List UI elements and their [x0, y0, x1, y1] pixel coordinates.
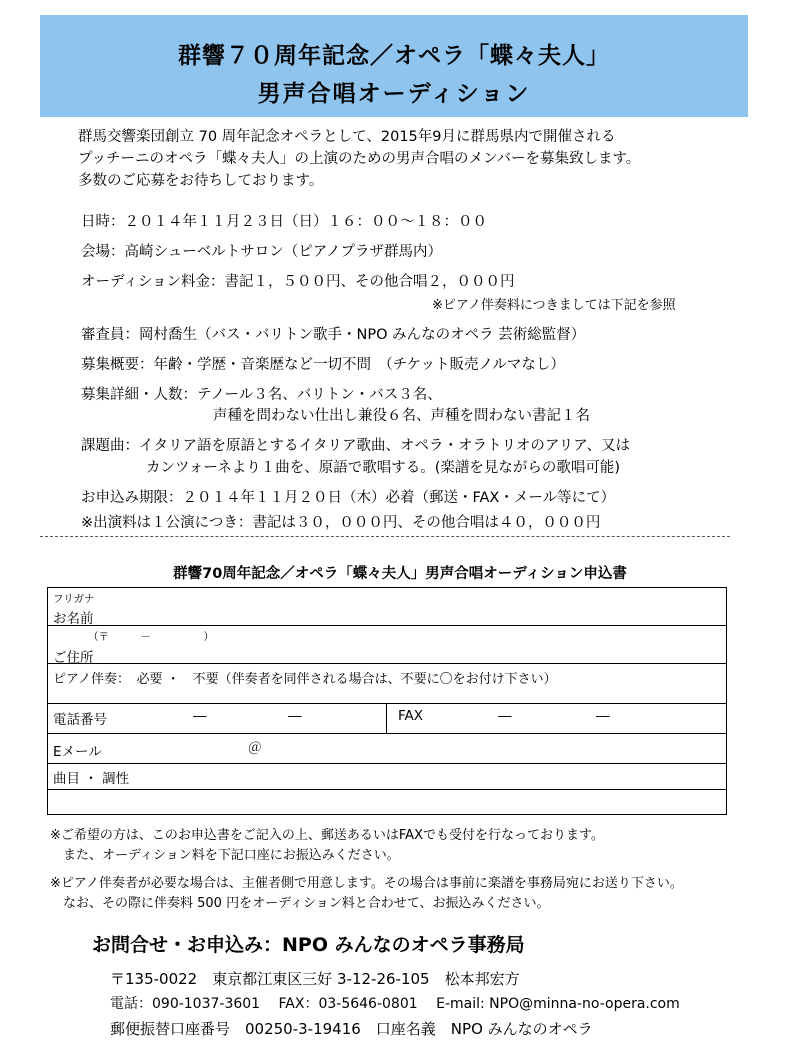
address-label: ご住所: [53, 650, 94, 666]
application-form: [47, 587, 727, 815]
song-key-label: 曲目 ・ 調性: [53, 771, 130, 787]
phone-dash: ―: [288, 708, 302, 724]
name-row: [48, 588, 726, 626]
piece-line-1: 課題曲：イタリア語を原語とするイタリア歌曲、オペラ・オラトリオのアリア、又は: [81, 438, 631, 454]
contact-title: お問合せ・お申込み：NPO みんなのオペラ事務局: [92, 934, 525, 956]
furigana-label: フリガナ: [53, 593, 95, 605]
intro-line: 群馬交響楽団創立 70 周年記念オペラとして、2015年9月に群馬県内で開催される: [78, 129, 616, 145]
piece-line-2: カンツォーネより１曲を、原語で歌唱する。(楽譜を見ながらの歌唱可能): [146, 460, 621, 476]
blank-row: [48, 790, 726, 816]
phone-label: 電話番号: [53, 712, 107, 728]
overview-line: 募集概要：年齢・学歴・音楽歴など一切不問 （チケット販売ノルマなし）: [81, 357, 565, 373]
email-row: [48, 734, 726, 764]
piano-accompaniment-label: ピアノ伴奏： 必要 ・ 不要（伴奏者を同伴される場合は、不要に〇をお付け下さい）: [53, 672, 557, 687]
note-line: また、オーディション料を下記口座にお振込みください。: [63, 848, 400, 863]
at-sign: ＠: [248, 740, 262, 756]
fee-note: ※ピアノ伴奏料につきましては下記を参照: [432, 298, 676, 313]
intro-paragraph: [78, 126, 640, 192]
title-line-1: 群響７０周年記念／オペラ「蝶々夫人」: [178, 43, 610, 69]
intro-line: 多数のご応募をお待ちしております。: [78, 173, 324, 189]
judge-line: 審査員：岡村喬生（バス・バリトン歌手・NPO みんなのオペラ 芸術総監督）: [81, 327, 586, 343]
recruit-line-1: 募集詳細・人数：テノール３名、バリトン・バス３名、: [81, 387, 442, 403]
note-1: [50, 826, 604, 866]
contact-address: 〒135-0022 東京都江東区三好 3-12-26-105 松本邦宏方: [110, 970, 520, 988]
appearance-fee-line: ※出演料は１公演につき：書記は３０，０００円、その他合唱は４０，０００円: [81, 515, 601, 531]
date-line: 日時：２０１４年１１月２３日（日）１６：００～１８：００: [81, 214, 487, 230]
venue-line: 会場：高崎シューベルトサロン（ピアノプラザ群馬内）: [81, 244, 443, 260]
email-label: Eメール: [53, 744, 102, 760]
cut-line-divider: [40, 536, 730, 537]
postal-code-field: （〒 － ）: [88, 631, 214, 643]
title-banner: [40, 15, 748, 117]
contact-phone-fax-email: 電話：090-1037-3601 FAX：03-5646-0801 E-mail: NPO@minna-no-opera.com: [110, 996, 680, 1012]
deadline-line: お申込み期限：２０１４年１１月２０日（木）必着（郵送・FAX・メール等にて）: [81, 490, 616, 506]
fax-label: FAX: [398, 708, 424, 724]
song-row: [48, 764, 726, 790]
fee-line: オーディション料金：書記１，５００円、その他合唱２，０００円: [81, 274, 515, 290]
piano-row: [48, 664, 726, 704]
note-line: なお、その際に伴奏料 500 円をオーディション料と合わせて、お振込みください。: [63, 896, 550, 911]
phone-fax-row: [48, 704, 726, 734]
name-label: お名前: [53, 611, 94, 627]
fax-dash: ―: [498, 708, 512, 724]
title-line-2: 男声合唱オーディション: [257, 81, 531, 107]
column-divider: [386, 704, 387, 733]
phone-dash: ―: [193, 708, 207, 724]
contact-bank-account: 郵便振替口座番号 00250-3-19416 口座名義 NPO みんなのオペラ: [110, 1020, 593, 1038]
recruit-line-2: 声種を問わない仕出し兼役６名、声種を問わない書記１名: [213, 408, 590, 424]
note-2: [50, 874, 683, 914]
fax-dash: ―: [596, 708, 610, 724]
note-line: ※ご希望の方は、このお申込書をご記入の上、郵送あるいはFAXでも受付を行なっております。: [50, 828, 604, 843]
note-line: ※ピアノ伴奏者が必要な場合は、主催者側で用意します。その場合は事前に楽譜を事務局宛にお送り下さい。: [50, 876, 683, 891]
form-title: 群響70周年記念／オペラ「蝶々夫人」男声合唱オーディション申込書: [173, 566, 627, 582]
address-row: [48, 626, 726, 664]
intro-line: プッチーニのオペラ「蝶々夫人」の上演のための男声合唱のメンバーを募集致します。: [78, 151, 641, 167]
